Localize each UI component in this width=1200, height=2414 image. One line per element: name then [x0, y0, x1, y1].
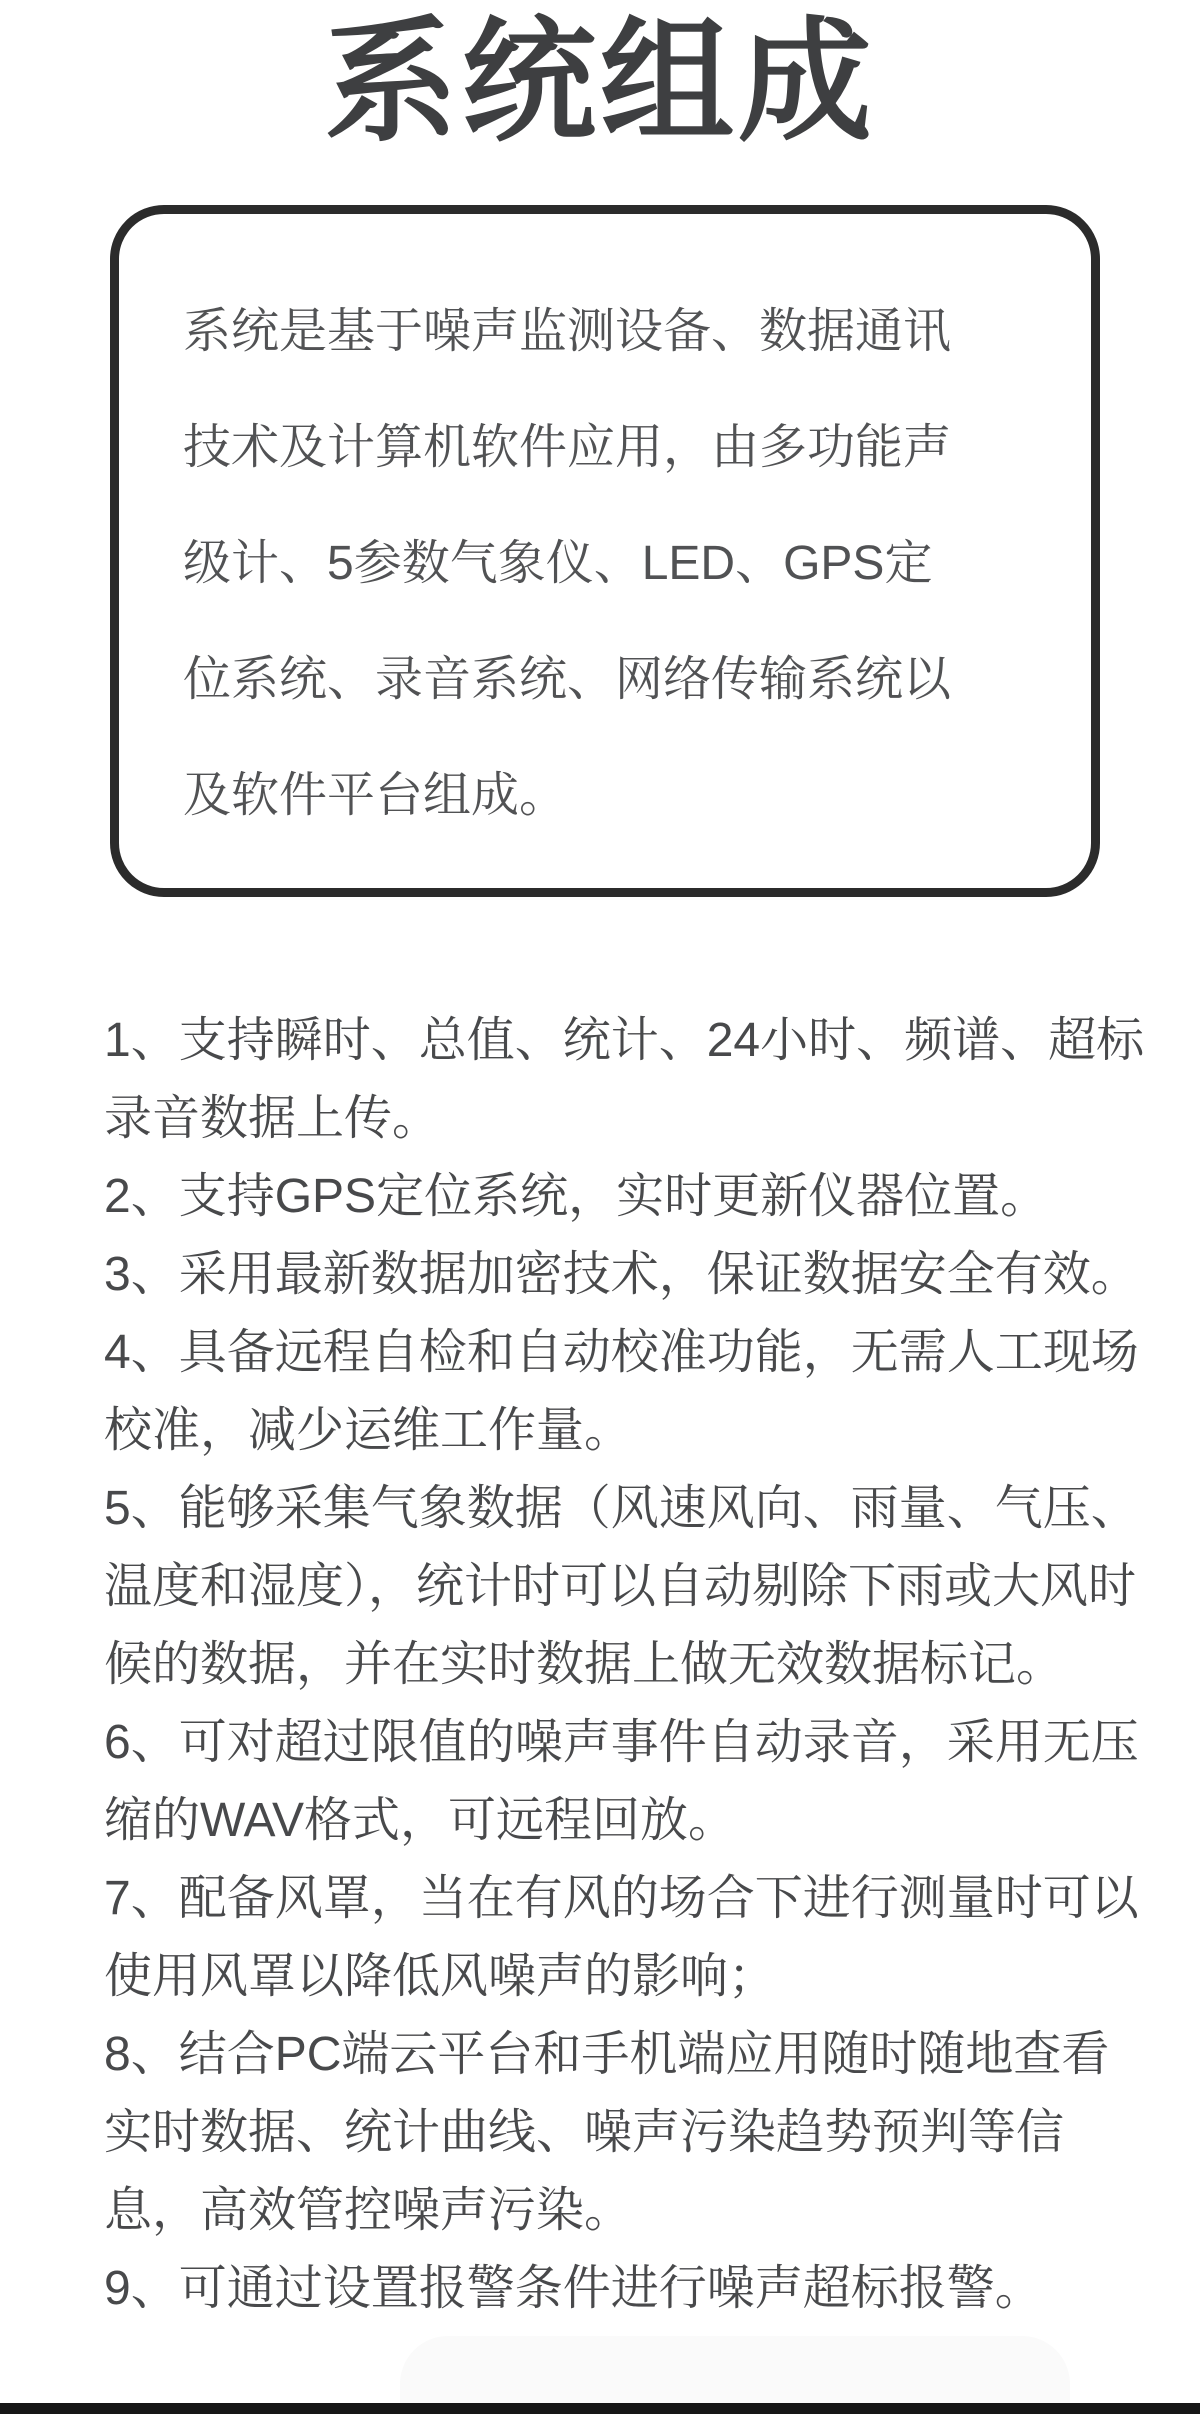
feature-item-7: 7、配备风罩，当在有风的场合下进行测量时可以使用风罩以降低风噪声的影响；: [104, 1872, 1139, 2003]
feature-list: [104, 1002, 1156, 2328]
feature-item-1: 1、支持瞬时、总值、统计、24小时、频谱、超标录音数据上传。: [104, 1014, 1145, 1145]
intro-text-line: 位系统、录音系统、网络传输系统以: [183, 653, 952, 706]
feature-item-2: 2、支持GPS定位系统，实时更新仪器位置。: [104, 1170, 1049, 1223]
feature-item-4: 4、具备远程自检和自动校准功能，无需人工现场校准，减少运维工作量。: [104, 1326, 1139, 1457]
feature-item-8: 8、结合PC端云平台和手机端应用随时随地查看实时数据、统计曲线、噪声污染趋势预判等信息，高效管控噪声污染。: [104, 2028, 1110, 2237]
page-title: 系统组成: [323, 8, 876, 157]
faint-watermark: [400, 2336, 1070, 2404]
bottom-black-bar: [0, 2403, 1200, 2414]
intro-text-line: 级计、5参数气象仪、LED、GPS定: [183, 537, 933, 590]
intro-text-line: 及软件平台组成。: [183, 769, 568, 822]
intro-text-line: 技术及计算机软件应用，由多功能声: [183, 421, 952, 474]
feature-item-6: 6、可对超过限值的噪声事件自动录音，采用无压缩的WAV格式，可远程回放。: [104, 1716, 1139, 1847]
intro-box: [110, 205, 1100, 897]
feature-item-3: 3、采用最新数据加密技术，保证数据安全有效。: [104, 1248, 1139, 1301]
intro-text-line: 系统是基于噪声监测设备、数据通讯: [183, 305, 952, 358]
feature-item-5: 5、能够采集气象数据（风速风向、雨量、气压、温度和湿度），统计时可以自动剔除下雨或大风时候的数据，并在实时数据上做无效数据标记。: [104, 1482, 1139, 1691]
feature-item-9: 9、可通过设置报警条件进行噪声超标报警。: [104, 2262, 1043, 2315]
